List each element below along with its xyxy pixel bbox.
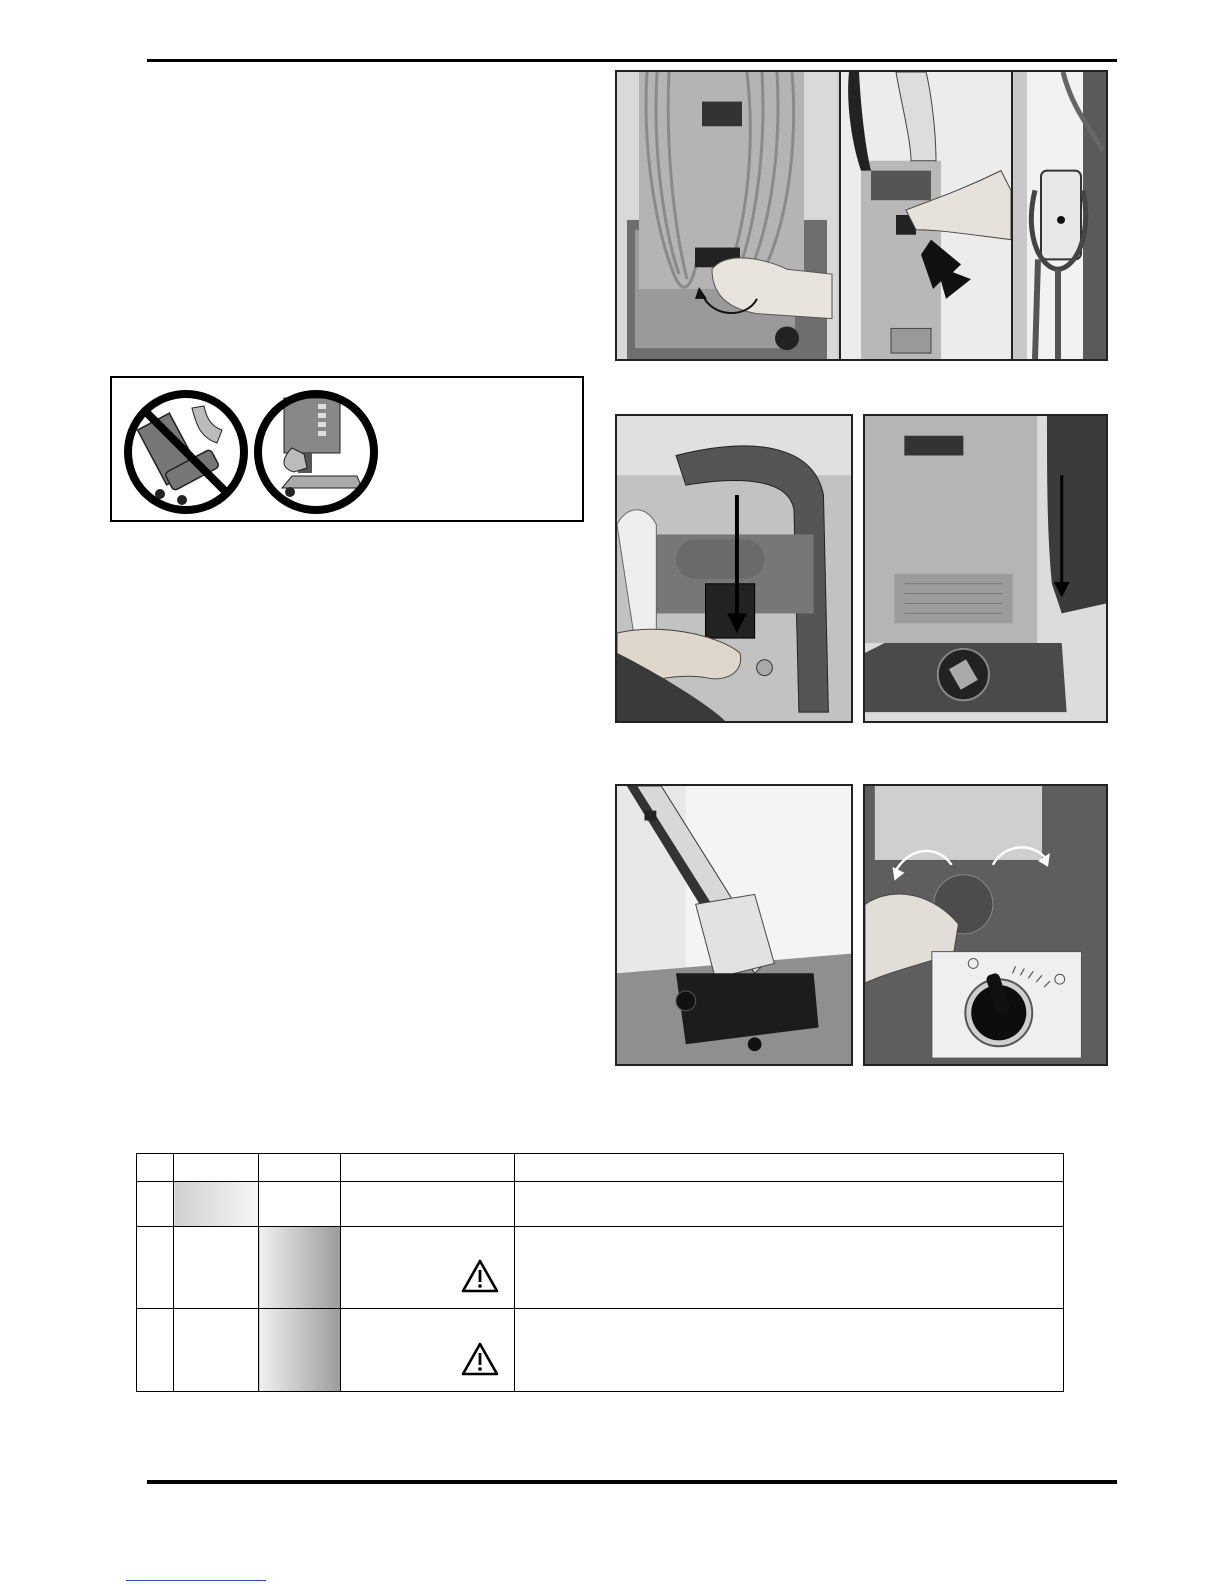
pedal-release-photo [863, 414, 1108, 723]
handle-switch-press-panel [839, 72, 1011, 359]
table-cell [515, 1154, 1064, 1182]
table-cell [341, 1182, 515, 1227]
warning-triangle-icon [460, 1258, 500, 1294]
table-header-row [137, 1154, 1064, 1182]
table-cell [259, 1154, 341, 1182]
table-row [137, 1309, 1064, 1392]
table-cell [515, 1227, 1064, 1309]
settings-table [136, 1153, 1064, 1392]
table-cell-shaded [259, 1309, 341, 1392]
height-knob-photo [863, 784, 1108, 1066]
vacuum-lowered-photo [615, 784, 853, 1066]
scan-link-underline [126, 1580, 266, 1581]
switch-photo [615, 414, 853, 723]
footer-rule [147, 1480, 1117, 1484]
table-cell [341, 1154, 515, 1182]
table-cell-shaded [259, 1227, 341, 1309]
table-cell [515, 1182, 1064, 1227]
table-row [137, 1227, 1064, 1309]
cord-release-hook-panel [617, 72, 837, 359]
table-cell [137, 1154, 174, 1182]
prohibited-usage-icon [122, 388, 250, 516]
table-cell [137, 1182, 174, 1227]
cord-storage-photo [615, 70, 1108, 361]
usage-warning-box [110, 376, 584, 522]
warning-triangle-icon [460, 1341, 500, 1377]
header-rule [147, 59, 1117, 62]
table-cell-shaded [174, 1182, 259, 1227]
cord-clip-panel [1011, 72, 1108, 359]
table-cell-warning [341, 1309, 515, 1392]
table-cell [515, 1309, 1064, 1392]
table-cell [174, 1309, 259, 1392]
table-cell [174, 1227, 259, 1309]
correct-usage-icon [252, 388, 380, 516]
table-cell [137, 1227, 174, 1309]
table-row [137, 1182, 1064, 1227]
table-cell [137, 1309, 174, 1392]
table-cell-warning [341, 1227, 515, 1309]
table-cell [259, 1182, 341, 1227]
table-cell [174, 1154, 259, 1182]
